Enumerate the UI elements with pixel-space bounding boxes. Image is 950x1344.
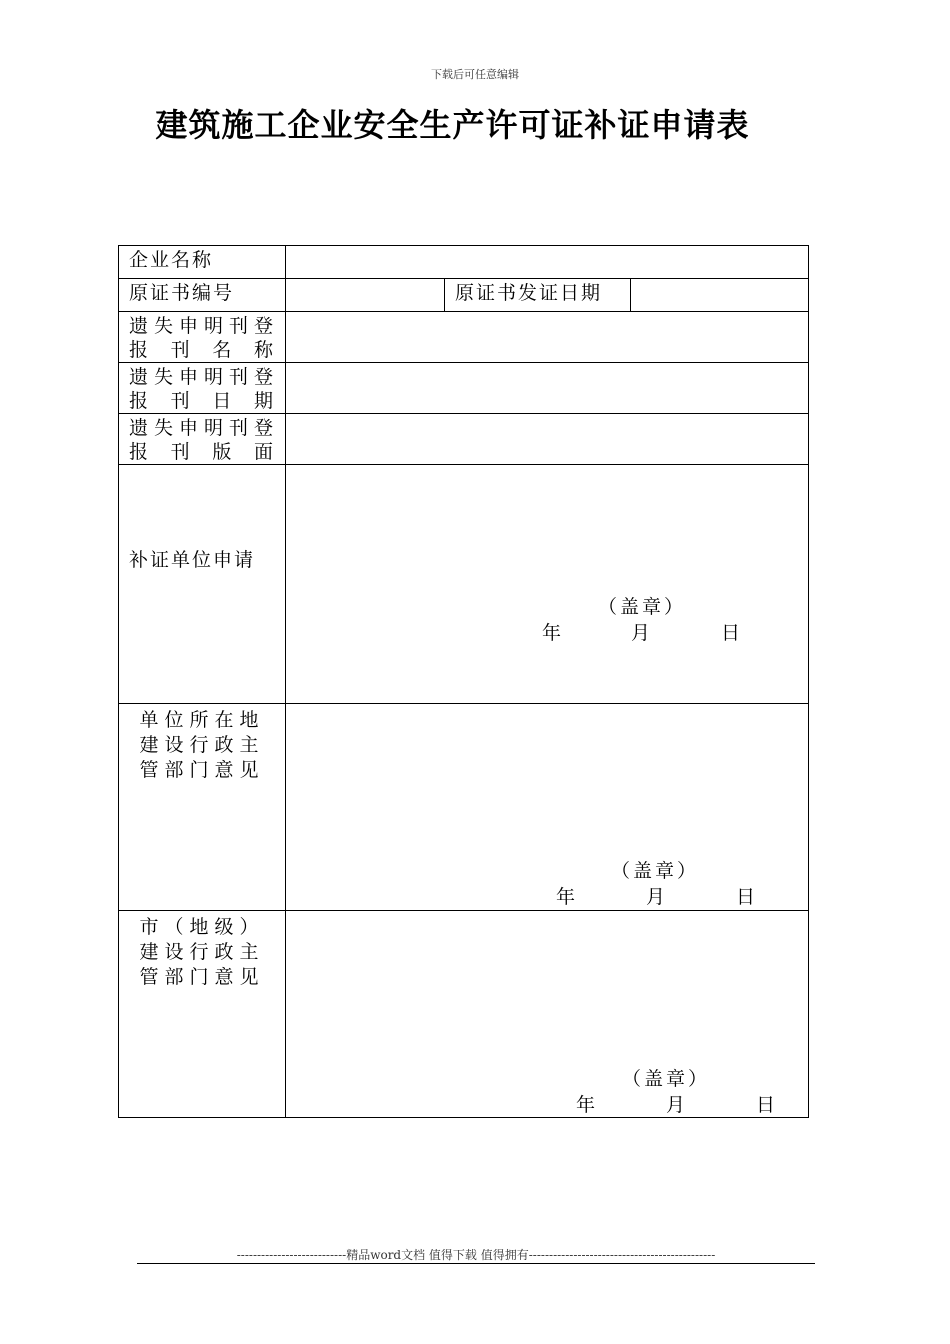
cert-no-field[interactable]: [286, 279, 445, 312]
row-company-name: [119, 246, 809, 279]
application-form: [118, 245, 809, 1118]
page-title: 建筑施工企业安全生产许可证补证申请表: [155, 106, 750, 144]
loss-date-field[interactable]: [286, 363, 809, 414]
applicant-label: 补证单位申请: [119, 465, 286, 704]
issue-date-label: 原证书发证日期: [445, 279, 631, 312]
loss-paper-name-label: 遗失申明刊登报刊名称: [119, 312, 286, 363]
footer-divider: [137, 1263, 815, 1264]
loss-paper-name-field[interactable]: [286, 312, 809, 363]
seal-text: （盖章）: [598, 596, 687, 618]
row-applicant: [119, 465, 809, 704]
year-text: 年: [556, 886, 576, 908]
day-text: 日: [736, 886, 756, 908]
month-text: 月: [631, 622, 651, 644]
year-text: 年: [576, 1094, 596, 1116]
footer-text: ---------------------------精品word文档 值得下载 值得拥有----------------------------------------------: [236, 1248, 716, 1262]
seal-text: （盖章）: [622, 1068, 711, 1090]
local-dept-label: 单位所在地建设行政主管部门意见: [119, 704, 286, 911]
month-text: 月: [666, 1094, 686, 1116]
loss-page-label: 遗失申明刊登报刊版面: [119, 414, 286, 465]
day-text: 日: [756, 1094, 776, 1116]
local-dept-stamp: [286, 704, 806, 911]
cert-no-label: 原证书编号: [119, 279, 286, 312]
row-city-dept: [119, 911, 809, 1118]
row-cert-no: [119, 279, 809, 312]
city-dept-field[interactable]: [286, 911, 809, 1118]
loss-page-field[interactable]: [286, 414, 809, 465]
applicant-stamp: [286, 465, 806, 704]
month-text: 月: [646, 886, 666, 908]
row-local-dept: [119, 704, 809, 911]
day-text: 日: [721, 622, 741, 644]
issue-date-field[interactable]: [631, 279, 809, 312]
city-dept-label: 市（地级）建设行政主管部门意见: [119, 911, 286, 1118]
header-note: 下载后可任意编辑: [431, 68, 519, 81]
applicant-field[interactable]: [286, 465, 809, 704]
row-loss-date: [119, 363, 809, 414]
seal-text: （盖章）: [611, 860, 700, 882]
year-text: 年: [542, 622, 562, 644]
city-dept-stamp: [286, 911, 806, 1118]
row-loss-page: [119, 414, 809, 465]
local-dept-field[interactable]: [286, 704, 809, 911]
company-name-field[interactable]: [286, 246, 809, 279]
loss-date-label: 遗失申明刊登报刊日期: [119, 363, 286, 414]
row-loss-paper-name: [119, 312, 809, 363]
company-name-label: 企业名称: [119, 246, 286, 279]
